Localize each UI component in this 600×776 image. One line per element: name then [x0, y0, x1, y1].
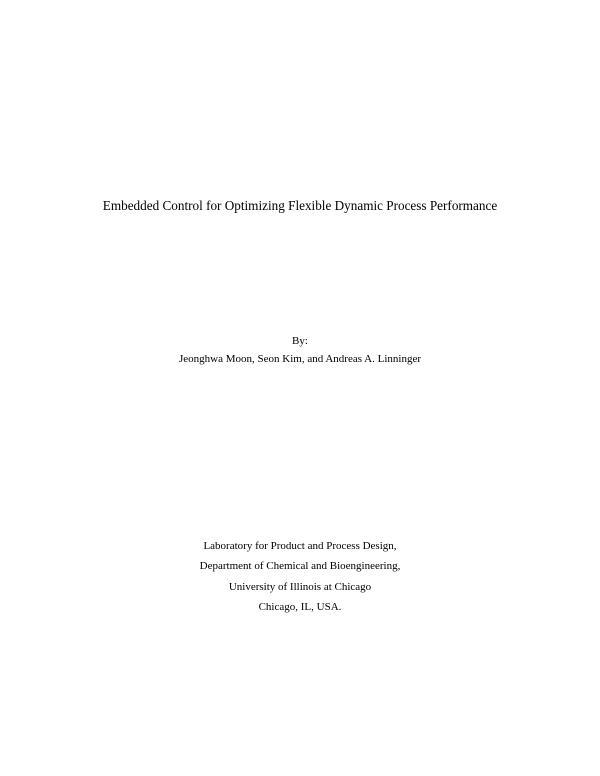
affiliation-line: Department of Chemical and Bioengineering, [199, 560, 401, 572]
affiliation-line: Laboratory for Product and Process Design, [203, 540, 397, 552]
affiliation-line: University of Illinois at Chicago [228, 581, 372, 593]
author-list: Jeonghwa Moon, Seon Kim, and Andreas A. Linninger [179, 353, 421, 365]
affiliation-line: Chicago, IL, USA. [258, 601, 342, 613]
by-label: By: [292, 335, 308, 347]
paper-title: Embedded Control for Optimizing Flexible Dynamic Process Performance [102, 198, 498, 213]
